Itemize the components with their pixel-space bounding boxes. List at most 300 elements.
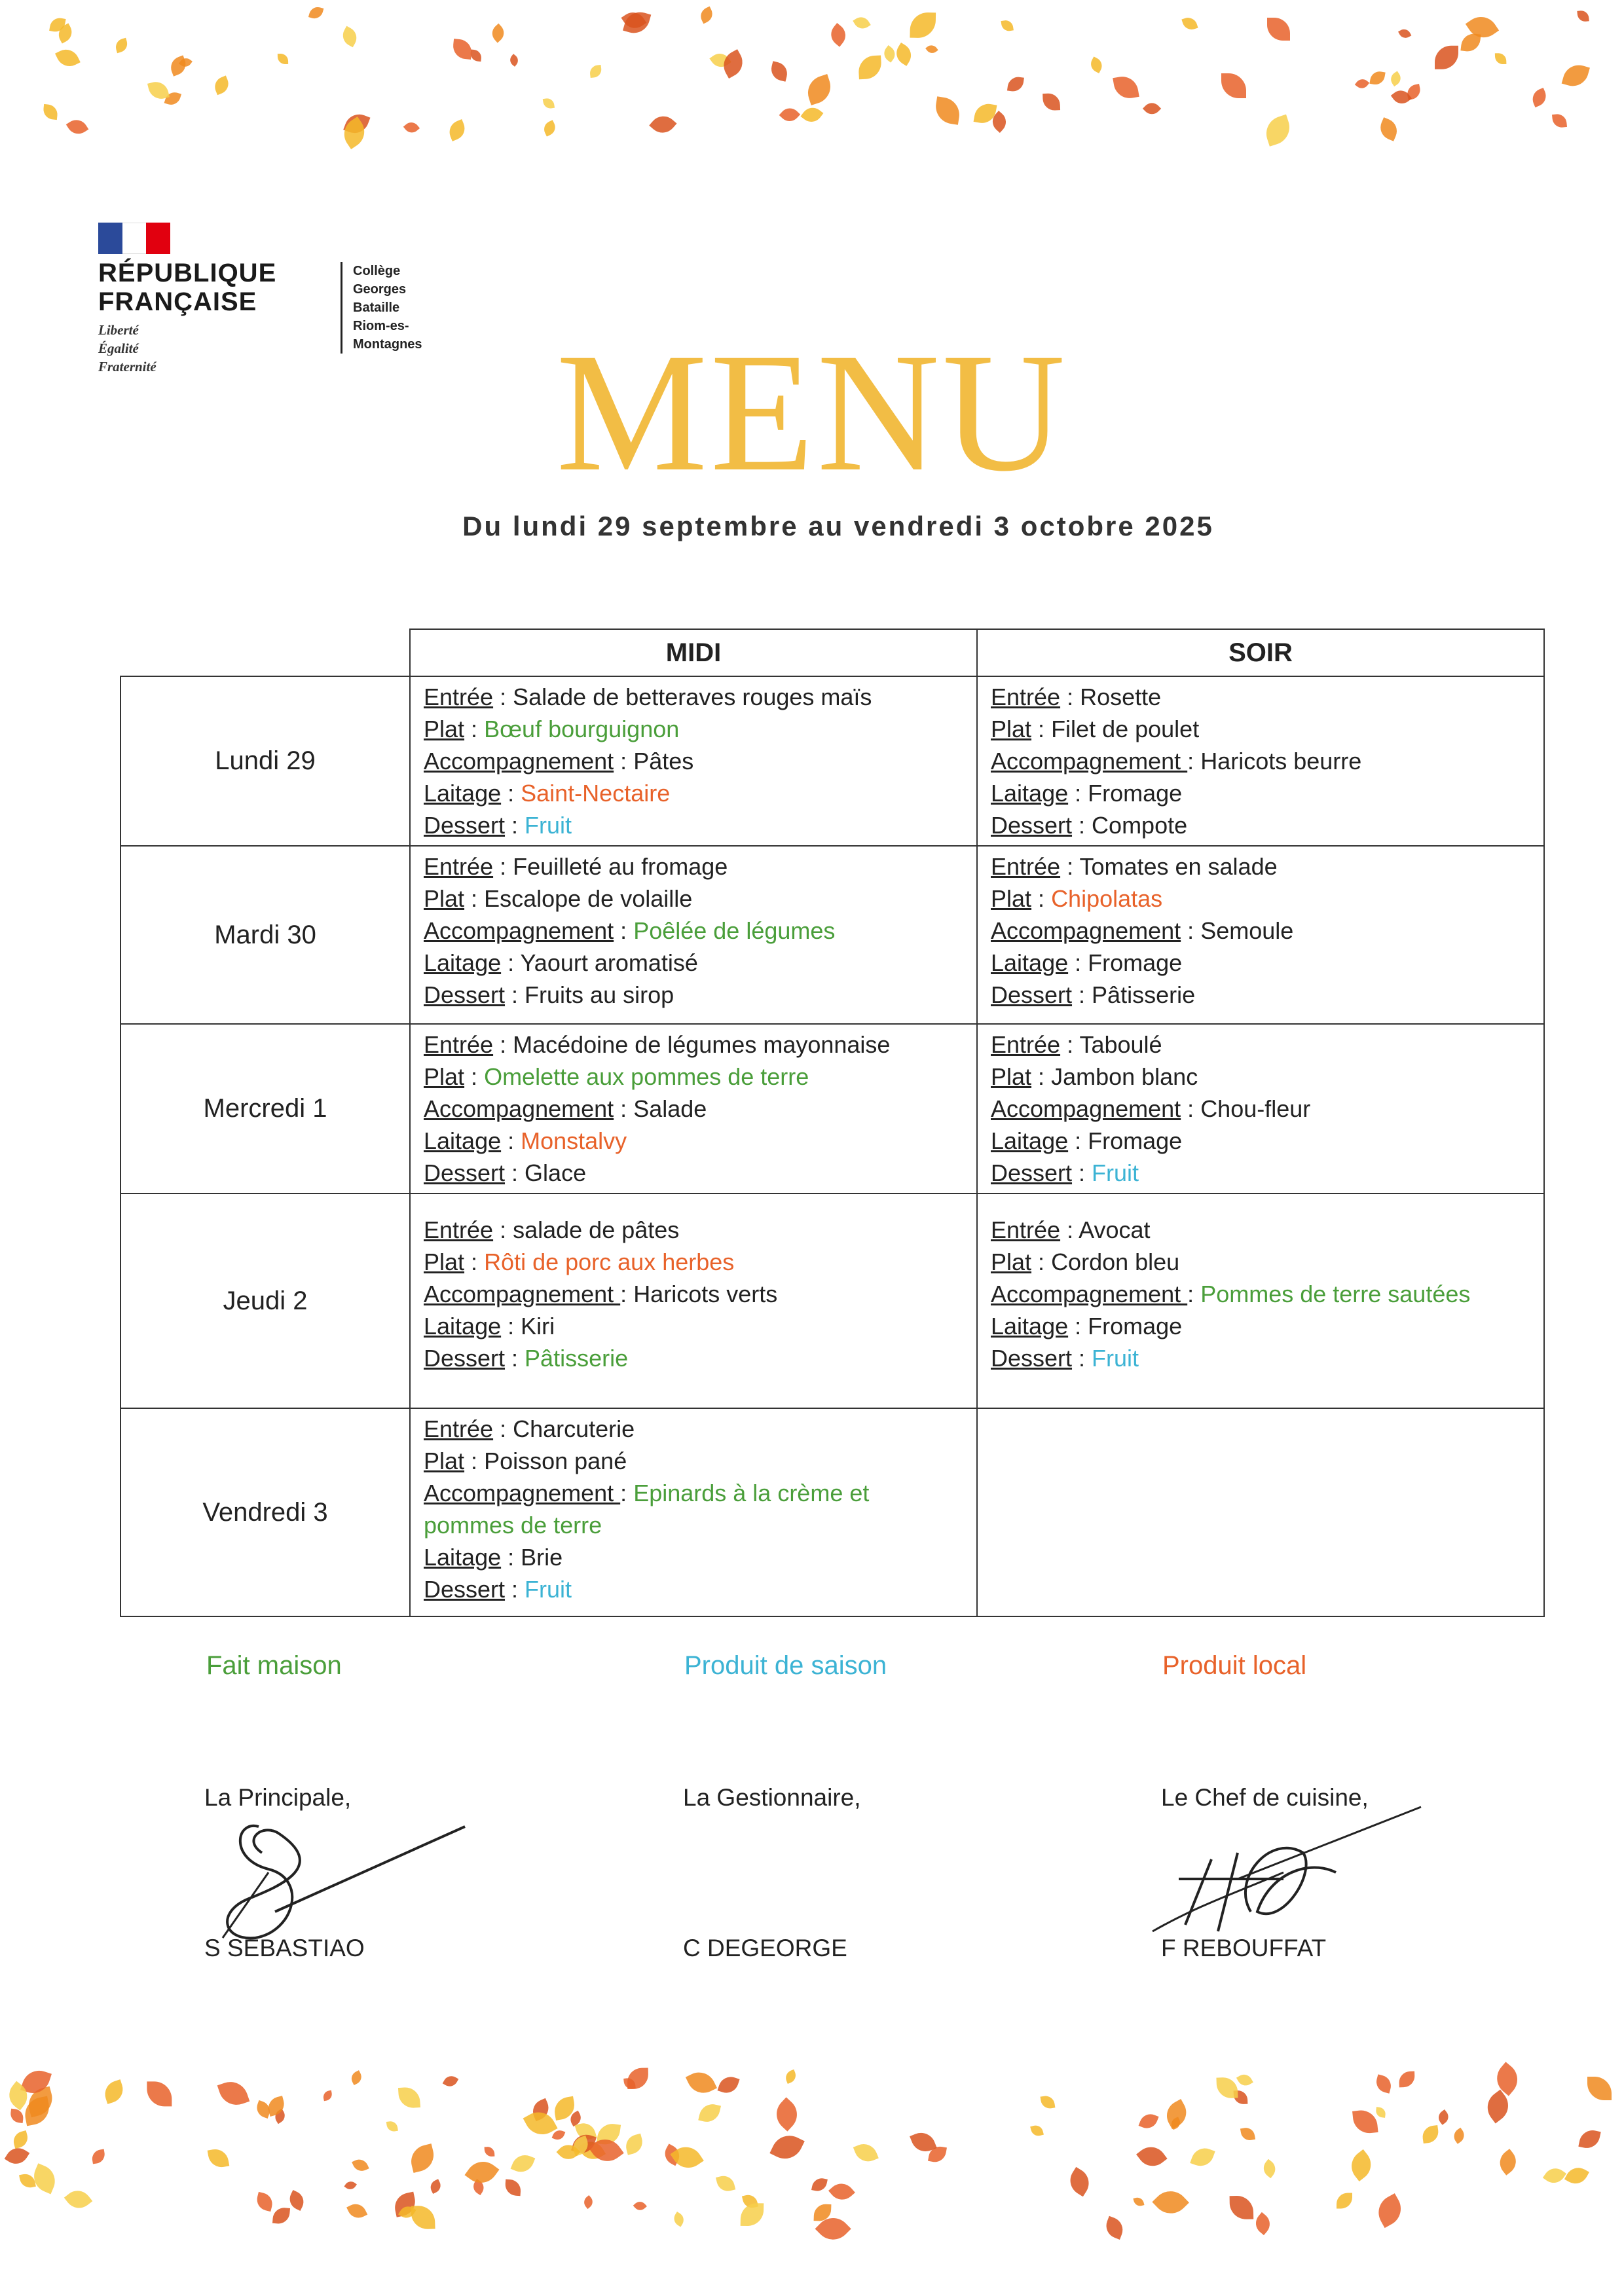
leaf-decoration	[446, 119, 468, 141]
course-separator: :	[1181, 1095, 1201, 1122]
leaf-decoration	[339, 26, 361, 47]
leaf-decoration	[1578, 2128, 1600, 2150]
leaf-decoration	[671, 2212, 687, 2227]
menu-item	[424, 1278, 963, 1310]
menu-item	[424, 1246, 963, 1278]
course-label: Plat	[424, 1248, 465, 1275]
course-label: Plat	[991, 885, 1032, 912]
leaf-decoration	[9, 2109, 24, 2123]
leaf-decoration	[1259, 2159, 1279, 2178]
leaf-decoration	[633, 2199, 647, 2213]
leaf-decoration	[1139, 2111, 1159, 2131]
course-label: Plat	[424, 1063, 465, 1090]
leaf-decoration	[408, 2143, 437, 2172]
menu-item	[424, 947, 963, 979]
autumn-leaves-bottom-border	[0, 2056, 1624, 2252]
leaf-decoration	[686, 2067, 718, 2099]
leaf-decoration	[349, 2070, 364, 2085]
menu-item	[991, 883, 1530, 915]
course-label: Plat	[991, 1248, 1032, 1275]
course-separator: :	[1187, 1281, 1201, 1307]
leaf-decoration	[91, 2149, 106, 2164]
leaf-decoration	[1398, 2071, 1414, 2088]
course-separator: :	[1060, 683, 1080, 710]
course-separator: :	[1031, 716, 1052, 742]
course-label: Laitage	[424, 1313, 502, 1339]
leaf-decoration	[623, 2134, 645, 2155]
course-label: Entrée	[424, 853, 494, 880]
day-name: Lundi 29	[120, 676, 410, 846]
menu-item	[991, 1061, 1530, 1093]
course-label: Entrée	[424, 683, 494, 710]
course-value: Fruit	[1092, 1345, 1139, 1372]
course-value: Jambon blanc	[1051, 1063, 1198, 1090]
leaf-decoration	[1435, 46, 1458, 69]
course-label: Dessert	[424, 1159, 506, 1186]
course-value: Poisson pané	[484, 1448, 627, 1474]
chef-signature	[1139, 1781, 1428, 1951]
principale-name: S SEBASTIAO	[204, 1935, 365, 1961]
menu-day-row	[120, 1408, 1544, 1616]
course-label: Accompagnement	[991, 1281, 1188, 1307]
course-label: Laitage	[424, 949, 502, 976]
course-label: Accompagnement	[424, 1480, 621, 1506]
course-separator: :	[464, 1448, 485, 1474]
course-separator: :	[614, 917, 634, 944]
leaf-decoration	[1043, 93, 1060, 111]
menu-day-row	[120, 1024, 1544, 1194]
course-label: Plat	[424, 716, 465, 742]
course-label: Dessert	[424, 1576, 506, 1603]
leaf-decoration	[207, 2147, 229, 2169]
course-value: Macédoine de légumes mayonnaise	[513, 1031, 891, 1058]
leaf-decoration	[1216, 2077, 1238, 2099]
menu-item	[424, 1093, 963, 1125]
course-label: Dessert	[991, 1159, 1073, 1186]
course-label: Dessert	[424, 812, 506, 839]
course-label: Laitage	[991, 1127, 1069, 1154]
course-value: Salade	[633, 1095, 707, 1122]
leaf-decoration	[769, 2130, 804, 2165]
chef-name: F REBOUFFAT	[1161, 1935, 1327, 1961]
course-separator: :	[505, 812, 525, 839]
gestionnaire-name: C DEGEORGE	[683, 1935, 847, 1961]
leaf-decoration	[1041, 2094, 1056, 2109]
course-value: Kiri	[521, 1313, 555, 1339]
menu-item	[991, 1157, 1530, 1189]
leaf-decoration	[398, 2086, 421, 2109]
leaf-decoration	[769, 61, 790, 81]
leaf-decoration	[1354, 77, 1369, 91]
menu-item	[991, 713, 1530, 745]
leaf-decoration	[101, 2079, 126, 2104]
menu-item	[991, 947, 1530, 979]
soir-menu-cell	[977, 1024, 1544, 1194]
leaf-decoration	[1460, 32, 1481, 52]
course-label: Accompagnement	[424, 1281, 621, 1307]
course-separator: :	[493, 1415, 513, 1442]
midi-menu-cell	[410, 1194, 977, 1408]
leaf-decoration	[1562, 62, 1590, 90]
menu-table	[120, 629, 1545, 1617]
legend-fait-maison: Fait maison	[206, 1651, 342, 1680]
menu-item	[991, 809, 1530, 841]
day-name: Mardi 30	[120, 846, 410, 1024]
legend-produit-saison: Produit de saison	[684, 1651, 887, 1680]
leaf-decoration	[1373, 2193, 1407, 2227]
menu-item	[424, 1125, 963, 1157]
leaf-decoration	[1237, 2072, 1253, 2088]
leaf-decoration	[1564, 2163, 1589, 2188]
course-value: Omelette aux pommes de terre	[484, 1063, 809, 1090]
course-value: Avocat	[1079, 1216, 1151, 1243]
leaf-decoration	[1001, 20, 1013, 32]
leaf-decoration	[1388, 71, 1403, 86]
course-separator: :	[1068, 949, 1088, 976]
course-value: Rosette	[1080, 683, 1162, 710]
course-separator: :	[464, 1248, 485, 1275]
leaf-decoration	[344, 2179, 357, 2192]
leaf-decoration	[892, 43, 915, 66]
leaf-decoration	[1369, 70, 1385, 86]
course-value: Saint-Nectaire	[521, 780, 671, 807]
menu-item	[424, 1573, 963, 1605]
leaf-decoration	[648, 111, 676, 139]
autumn-leaves-top-border	[0, 0, 1624, 157]
course-label: Accompagnement	[424, 1095, 614, 1122]
course-value: Fromage	[1088, 1313, 1183, 1339]
menu-item	[424, 1061, 963, 1093]
course-value: Brie	[521, 1544, 563, 1571]
course-label: Laitage	[424, 1544, 502, 1571]
course-label: Entrée	[424, 1216, 494, 1243]
course-value: Semoule	[1200, 917, 1294, 944]
course-label: Plat	[991, 1063, 1032, 1090]
leaf-decoration	[11, 2131, 29, 2149]
course-value: Pommes de terre sautées	[1200, 1281, 1471, 1307]
day-name: Mercredi 1	[120, 1024, 410, 1194]
leaf-decoration	[933, 97, 962, 126]
course-label: Accompagnement	[991, 748, 1188, 774]
midi-menu-cell	[410, 846, 977, 1024]
leaf-decoration	[1181, 15, 1198, 32]
course-separator: :	[1060, 1216, 1079, 1243]
course-label: Dessert	[991, 812, 1073, 839]
course-value: Escalope de volaille	[484, 885, 693, 912]
table-header-row	[120, 629, 1544, 676]
menu-item	[424, 883, 963, 915]
leaf-decoration	[1494, 2149, 1521, 2176]
midi-menu-cell	[410, 676, 977, 846]
french-flag-icon	[98, 223, 170, 254]
leaf-decoration	[114, 37, 130, 53]
table-corner	[120, 629, 410, 676]
course-value: Filet de poulet	[1051, 716, 1200, 742]
menu-item	[424, 1157, 963, 1189]
course-label: Laitage	[424, 1127, 502, 1154]
leaf-decoration	[828, 2178, 855, 2205]
leaf-decoration	[1190, 2144, 1215, 2169]
leaf-decoration	[346, 2200, 367, 2221]
course-value: Compote	[1092, 812, 1188, 839]
course-separator: :	[620, 1281, 634, 1307]
course-label: Laitage	[991, 780, 1069, 807]
course-separator: :	[464, 1063, 485, 1090]
course-separator: :	[1187, 748, 1201, 774]
course-separator: :	[1068, 1127, 1088, 1154]
course-value: Fromage	[1088, 780, 1183, 807]
leaf-decoration	[1421, 2126, 1439, 2144]
leaf-decoration	[1241, 2127, 1256, 2142]
leaf-decoration	[826, 22, 851, 46]
course-separator: :	[1072, 981, 1092, 1008]
course-value: Fromage	[1088, 949, 1183, 976]
course-label: Entrée	[424, 1415, 494, 1442]
leaf-decoration	[1221, 73, 1246, 98]
course-label: Accompagnement	[991, 1095, 1181, 1122]
course-separator: :	[620, 1480, 634, 1506]
leaf-decoration	[1529, 87, 1549, 107]
page-title: MENU	[556, 318, 1068, 507]
menu-item	[424, 1310, 963, 1342]
leaf-decoration	[1065, 2167, 1095, 2197]
leaf-decoration	[1481, 2090, 1515, 2124]
leaf-decoration	[43, 103, 58, 119]
course-label: Plat	[424, 1448, 465, 1474]
course-value: Tomates en salade	[1079, 853, 1278, 880]
leaf-decoration	[322, 2090, 333, 2102]
menu-item	[424, 1029, 963, 1061]
leaf-decoration	[489, 23, 508, 43]
soir-menu-cell	[977, 1408, 1544, 1616]
leaf-decoration	[1352, 2109, 1378, 2134]
course-separator: :	[501, 949, 521, 976]
leaf-decoration	[1552, 113, 1567, 128]
course-separator: :	[1031, 1248, 1052, 1275]
leaf-decoration	[22, 2096, 52, 2126]
menu-day-row	[120, 846, 1544, 1024]
course-separator: :	[1072, 1345, 1092, 1372]
menu-item	[991, 745, 1530, 777]
course-label: Entrée	[991, 683, 1061, 710]
menu-item	[991, 1125, 1530, 1157]
course-value: Yaourt aromatisé	[520, 949, 698, 976]
leaf-decoration	[1261, 115, 1293, 147]
leaf-decoration	[718, 2073, 740, 2096]
course-label: Dessert	[424, 1345, 506, 1372]
leaf-decoration	[1030, 2124, 1043, 2137]
leaf-decoration	[147, 2081, 172, 2106]
course-label: Entrée	[991, 1216, 1061, 1243]
course-separator: :	[1031, 885, 1052, 912]
course-separator: :	[505, 1576, 525, 1603]
leaf-decoration	[780, 104, 801, 125]
menu-day-row	[120, 676, 1544, 846]
republique-francaise-text: RÉPUBLIQUE FRANÇAISE	[98, 259, 277, 316]
leaf-decoration	[858, 56, 883, 80]
menu-item	[424, 1342, 963, 1374]
leaf-decoration	[1103, 2216, 1126, 2240]
leaf-decoration	[926, 43, 939, 56]
leaf-decoration	[622, 8, 650, 36]
course-separator: :	[614, 748, 634, 774]
leaf-decoration	[1495, 53, 1507, 65]
course-label: Laitage	[424, 780, 502, 807]
course-label: Entrée	[424, 1031, 494, 1058]
leaf-decoration	[484, 2146, 494, 2157]
menu-item	[991, 777, 1530, 809]
legend-produit-local: Produit local	[1162, 1651, 1307, 1680]
course-value: Fromage	[1088, 1127, 1183, 1154]
course-value: Bœuf bourguignon	[484, 716, 680, 742]
course-value: Cordon bleu	[1051, 1248, 1180, 1275]
leaf-decoration	[853, 14, 871, 31]
course-value: Taboulé	[1079, 1031, 1162, 1058]
course-value: Fruit	[1092, 1159, 1139, 1186]
course-label: Entrée	[991, 1031, 1061, 1058]
leaf-decoration	[64, 2185, 92, 2214]
leaf-decoration	[1229, 2196, 1253, 2220]
course-label: Plat	[991, 716, 1032, 742]
leaf-decoration	[1578, 10, 1590, 22]
principale-title: La Principale,	[204, 1784, 352, 1811]
course-value: Pâtisserie	[1092, 981, 1196, 1008]
course-separator: :	[493, 1031, 513, 1058]
leaf-decoration	[1337, 2193, 1352, 2208]
course-value: Fruits au sirop	[525, 981, 674, 1008]
menu-item	[991, 1342, 1530, 1374]
menu-item	[424, 979, 963, 1011]
course-separator: :	[464, 716, 485, 742]
menu-item	[424, 915, 963, 947]
leaf-decoration	[386, 2121, 398, 2132]
course-separator: :	[1072, 812, 1092, 839]
course-separator: :	[1060, 1031, 1080, 1058]
menu-day-row	[120, 1194, 1544, 1408]
course-label: Laitage	[991, 1313, 1069, 1339]
leaf-decoration	[1543, 2164, 1567, 2188]
menu-date-range: Du lundi 29 septembre au vendredi 3 octobre 2025	[462, 511, 1214, 541]
menu-item	[424, 713, 963, 745]
leaf-decoration	[1162, 2099, 1192, 2129]
course-separator: :	[614, 1095, 634, 1122]
course-separator: :	[1031, 1063, 1052, 1090]
course-label: Dessert	[991, 1345, 1073, 1372]
course-separator: :	[493, 853, 513, 880]
leaf-decoration	[1143, 99, 1161, 117]
menu-item	[991, 915, 1530, 947]
leaf-decoration	[1007, 76, 1024, 93]
course-value: Glace	[525, 1159, 587, 1186]
day-name: Vendredi 3	[120, 1408, 410, 1616]
course-separator: :	[505, 1159, 525, 1186]
column-header-midi: MIDI	[410, 629, 977, 676]
leaf-decoration	[542, 120, 558, 137]
chef-title: Le Chef de cuisine,	[1161, 1784, 1369, 1811]
leaf-decoration	[1133, 2196, 1145, 2208]
leaf-decoration	[1377, 118, 1401, 141]
menu-item	[424, 809, 963, 841]
course-label: Accompagnement	[991, 917, 1181, 944]
republique-motto: Liberté Égalité Fraternité	[98, 322, 157, 374]
menu-item	[991, 1029, 1530, 1061]
course-value: Feuilleté au fromage	[513, 853, 728, 880]
leaf-decoration	[212, 76, 231, 96]
course-separator: :	[501, 1313, 521, 1339]
course-value: pommes de terre	[424, 1512, 602, 1539]
course-value: Haricots verts	[633, 1281, 778, 1307]
course-label: Laitage	[991, 949, 1069, 976]
course-value: Pâtes	[633, 748, 694, 774]
college-name: Collège Georges Bataille Riom-es-Montagnes	[341, 262, 422, 354]
menu-item	[424, 1214, 963, 1246]
course-separator: :	[1060, 853, 1080, 880]
menu-item	[991, 1246, 1530, 1278]
menu-item	[991, 1278, 1530, 1310]
leaf-decoration	[581, 2195, 595, 2209]
menu-item	[991, 1310, 1530, 1342]
leaf-decoration	[1088, 56, 1105, 73]
leaf-decoration	[217, 2077, 250, 2110]
leaf-decoration	[671, 2141, 704, 2174]
leaf-decoration	[769, 2097, 803, 2131]
course-value: salade de pâtes	[513, 1216, 680, 1243]
menu-item	[424, 850, 963, 883]
menu-item	[424, 1509, 963, 1541]
leaf-decoration	[29, 2163, 60, 2194]
course-separator: :	[1068, 1313, 1088, 1339]
leaf-decoration	[811, 2176, 828, 2193]
menu-item	[991, 850, 1530, 883]
course-separator: :	[501, 1544, 521, 1571]
leaf-decoration	[1153, 2184, 1189, 2221]
menu-item	[991, 681, 1530, 713]
course-value: Haricots beurre	[1200, 748, 1362, 774]
leaf-decoration	[698, 2102, 721, 2124]
course-value: Fruit	[525, 812, 572, 839]
course-label: Dessert	[991, 981, 1073, 1008]
course-value: Epinards à la crème et	[633, 1480, 870, 1506]
menu-item	[424, 681, 963, 713]
leaf-decoration	[65, 115, 88, 138]
leaf-decoration	[1587, 2077, 1612, 2101]
leaf-decoration	[351, 2156, 369, 2174]
course-label: Entrée	[991, 853, 1061, 880]
menu-item	[424, 1477, 963, 1509]
leaf-decoration	[803, 74, 835, 105]
leaf-decoration	[1450, 2127, 1467, 2143]
leaf-decoration	[543, 98, 555, 109]
leaf-decoration	[308, 5, 323, 21]
leaf-decoration	[1490, 2062, 1525, 2097]
leaf-decoration	[278, 54, 289, 65]
course-value: Salade de betteraves rouges maïs	[513, 683, 872, 710]
leaf-decoration	[403, 120, 420, 136]
leaf-decoration	[1375, 2107, 1386, 2118]
course-separator: :	[1068, 780, 1088, 807]
leaf-decoration	[55, 45, 81, 71]
menu-item	[424, 1541, 963, 1573]
leaf-decoration	[627, 2068, 648, 2089]
course-value: Poêlée de légumes	[633, 917, 836, 944]
course-separator: :	[1072, 1159, 1092, 1186]
leaf-decoration	[801, 103, 823, 126]
menu-item	[991, 1214, 1530, 1246]
leaf-decoration	[783, 2069, 798, 2084]
midi-menu-cell	[410, 1024, 977, 1194]
course-label: Accompagnement	[424, 917, 614, 944]
course-label: Accompagnement	[424, 748, 614, 774]
